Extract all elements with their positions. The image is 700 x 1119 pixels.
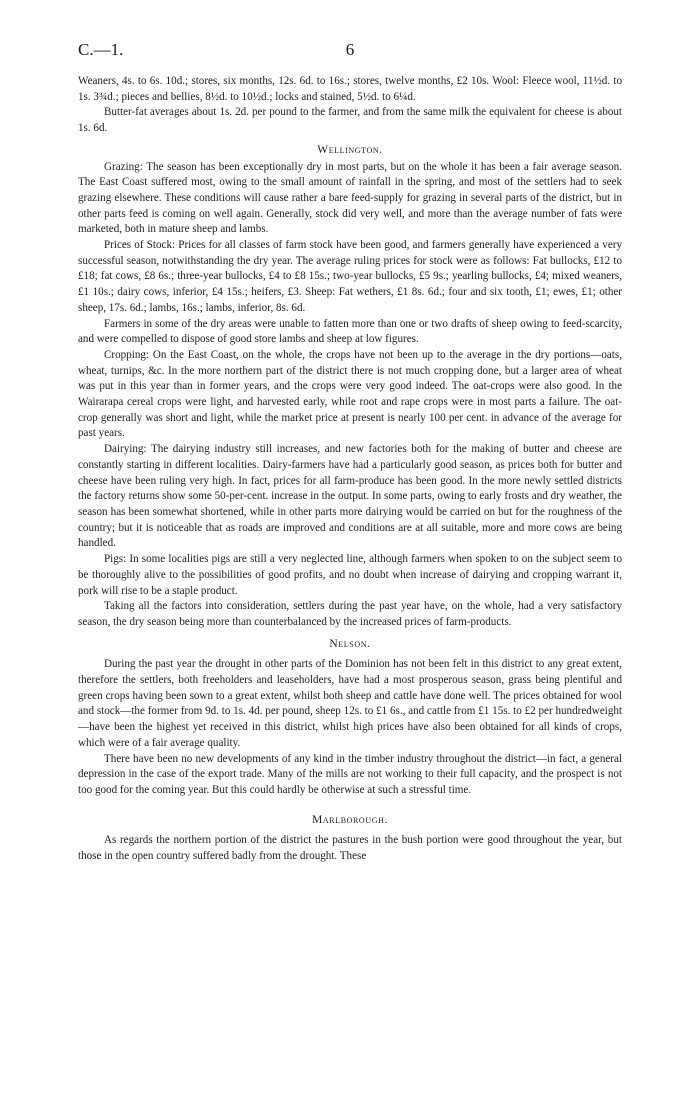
paragraph-drought: During the past year the drought in other parts of the Dominion has not been felt in this district to any great extent, therefore the settlers, both freeholders and leaseholders, have had a most prosperous season, grass being plentiful and green crops having been sown to a great extent, whilst both sheep and cattle have done well. The prices obtained for wool and stock—the former from 9d. to 1s. 4d. per pound, sheep 12s. to £1 6s., and cattle from £1 15s. to £2 per hundredweight—have been the highest yet received in this district, whilst high prices have also been obtained for all kinds of crops, which were of a fair average quality. [78,658,622,749]
paragraph-pigs: Pigs: In some localities pigs are still a very neglected line, although farmers when spoken to on the subject seem to be thoroughly alive to the possibilities of good profits, and no doubt when increase of dairying and cropping warrant it, pork will rise to be a staple product. [78,553,622,597]
paragraph-summary: Taking all the factors into consideration, settlers during the past year have, on the whole, had a very satisfactory season, the dry season being more than counterbalanced by the increased prices of farm-products. [78,600,622,628]
page-header [78,40,622,62]
paragraph-pastures: As regards the northern portion of the district the pastures in the bush portion were good throughout the year, but those in the open country suffered badly from the drought. These [78,834,622,863]
paragraph-dairying: Dairying: The dairying industry still increases, and new factories both for the making of butter and cheese are constantly starting in different localities. Dairy-farmers have had a particularly good season, as prices both for butter and cheese have been ruling very high. In fact, prices for all farm-produce has been good. In the more newly settled districts the factory returns show some 50-per-cent. increase in the output. In some parts, owing to early frosts and dry weather, the season has been somewhat shortened, while in other parts more dairying would be carried on but for the roughness of the country; but it is noticeable that as roads are improved and conditions are at all suitable, more and more cows are being handled. [78,443,622,550]
paragraph-butter-fat: Butter-fat averages about 1s. 2d. per pound to the farmer, and from the same milk the equivalent for cheese is about 1s. 6d. [78,106,622,135]
section-heading-nelson: Nelson. [329,637,371,650]
section-heading-marlborough: Marlborough. [312,813,388,826]
paragraph-weaners-wool: Weaners, 4s. to 6s. 10d.; stores, six months, 12s. 6d. to 16s.; stores, twelve months, £2 10s. Wool: Fleece wool, 11½d. to 1s. 3¾d.; pieces and bellies, 8½d. to 10½d.; locks and stained, 5½d. to 6¼d. [78,75,622,103]
paragraph-dry-areas: Farmers in some of the dry areas were unable to fatten more than one or two drafts of sheep owing to feed-scarcity, and were compelled to dispose of good store lambs and sheep at low figures. [78,317,622,346]
paragraph-cropping: Cropping: On the East Coast, on the whole, the crops have not been up to the average in the dry portions—oats, wheat, turnips, &c. In the more northern part of the district there is not much cropping done, but a larger area of wheat was put in this year than in former years, and the crops were very good indeed. The oat-crops were also good. In the Wairarapa cereal crops were light, and harvested early, while root and rape crops were in most parts a failure. The oat-crop generally was short and light, while the market price at present is nearly 100 per cent. in advance of the average for past years. [78,348,622,440]
paragraph-timber: There have been no new developments of any kind in the timber industry throughout the district—in fact, a general depression in the case of the export trade. Many of the mills are not working to their full capacity, and the prospect is not too good for the coming year. But this could hardly be otherwise at such a stressful time. [78,752,622,796]
paragraph-grazing: Grazing: The season has been exceptionally dry in most parts, but on the whole it has been a fair average season. The East Coast suffered most, owing to the small amount of rainfall in the spring, and most of the settlers had to seek grazing elsewhere. These conditions will cause rather a bare feed-supply for grazing in several parts of the district, but in other parts feed is coming on well again. Generally, stock did very well, and more than the average number of fats were marketed, both in mature sheep and lambs. [78,160,622,236]
paragraph-prices-of-stock: Prices of Stock: Prices for all classes of farm stock have been good, and farmers generally have experienced a very successful season, notwithstanding the dry year. The average ruling prices for stock were as follows: Fat bullocks, £12 to £18; fat cows, £8 6s.; three-year bullocks, £4 to £8 15s.; two-year bullocks, £5 9s.; yearling bullocks, £4; mixed weaners, £1 10s.; dairy cows, inferior, £4 15s.; heifers, £3. Sheep: Fat wethers, £1 8s. 6d.; four and six tooth, £1; ewes, £1; other sheep, 17s. 6d.; lambs, 16s.; lambs, inferior, 8s. 6d. [78,239,622,314]
document-reference: C.—1. [78,40,124,59]
page-number: 6 [345,40,355,59]
page-body [78,74,622,865]
section-heading-wellington: Wellington. [317,143,383,156]
